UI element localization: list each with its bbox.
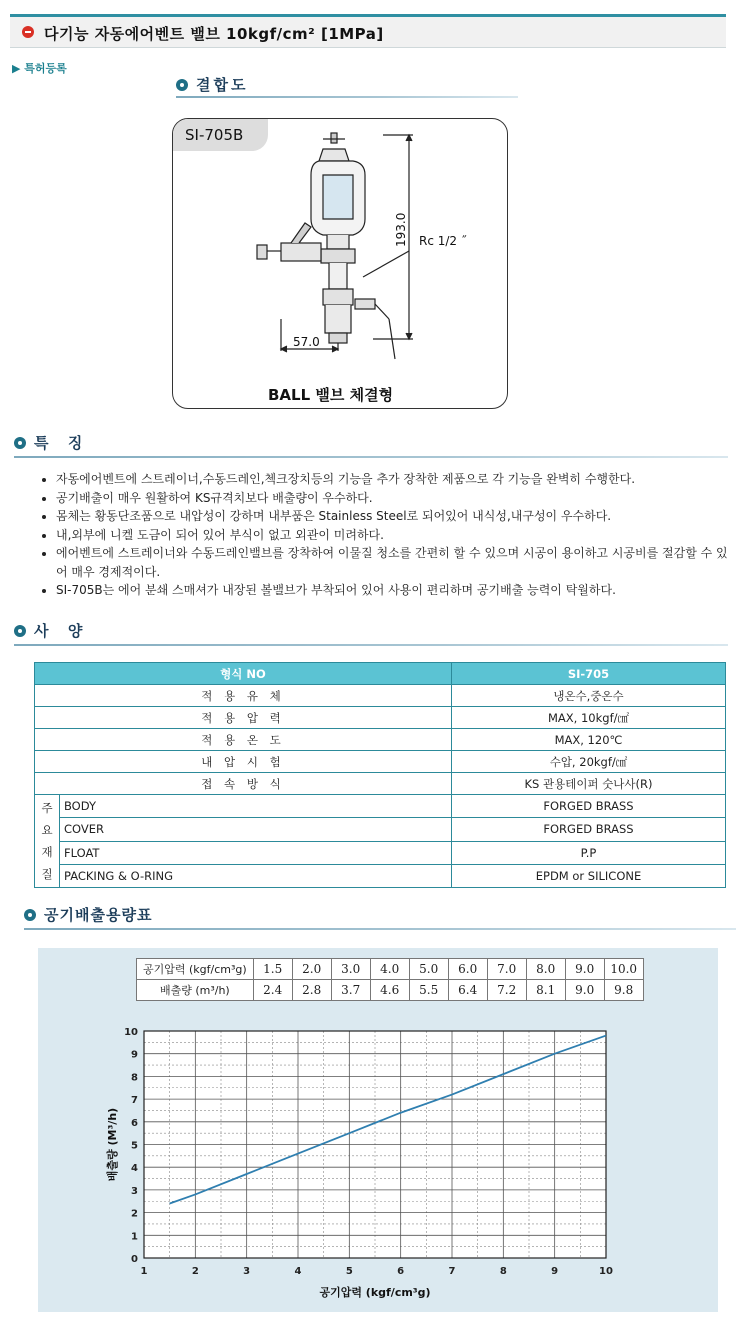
pressure-cell: 3.0 [331, 959, 370, 980]
section-assembly-heading [176, 74, 248, 95]
section-spec-heading [14, 620, 85, 641]
y-axis-label: 배출량 (M³/h) [106, 1107, 119, 1182]
row-label: 내 압 시 험 [35, 751, 452, 773]
material-value: FORGED BRASS [452, 795, 726, 818]
title-bar [10, 14, 726, 48]
table-row [35, 685, 726, 707]
section-underline [176, 96, 518, 98]
y-tick-label: 1 [131, 1231, 138, 1243]
section-underline [14, 644, 728, 646]
pressure-cell: 4.0 [370, 959, 409, 980]
flow-cell: 8.1 [526, 980, 565, 1001]
arrow-circle-icon [22, 26, 34, 38]
page-title: 다기능 자동에어벤트 밸브 10kgf/cm² [1MPa] [44, 25, 384, 43]
y-tick-label: 2 [131, 1208, 138, 1220]
flow-cell: 9.8 [604, 980, 643, 1001]
section-capacity-heading [24, 904, 152, 925]
material-group-label [35, 795, 60, 888]
dim-height-label: 193.0 [394, 212, 408, 247]
capacity-heading-text: 공기배출용량표 [44, 906, 153, 924]
material-group-char: 질 [41, 867, 53, 881]
list-item: • 내,외부에 니켈 도금이 되어 있어 부식이 없고 외관이 미려하다. [56, 526, 736, 545]
row-label: 적 용 유 체 [35, 685, 452, 707]
spec-heading-text: 사 양 [34, 622, 86, 640]
x-axis-label: 공기압력 (kgf/cm³g) [319, 1286, 431, 1299]
list-item: • SI-705B는 에어 분쇄 스매셔가 내장된 볼밸브가 부착되어 있어 사용이 편리하며 공기배출 능력이 탁월하다. [56, 581, 736, 600]
model-tag: SI-705B [173, 119, 268, 151]
flow-cell: 9.0 [565, 980, 604, 1001]
row-label: 적 용 온 도 [35, 729, 452, 751]
features-heading-text: 특 징 [34, 434, 86, 452]
x-tick-label: 9 [551, 1266, 559, 1277]
x-tick-label: 6 [397, 1266, 405, 1277]
thread-label: Rc 1/2 ˝ [419, 234, 467, 248]
section-bullet-icon [14, 625, 26, 637]
pressure-cell: 6.0 [448, 959, 487, 980]
table-row [35, 729, 726, 751]
flow-cell: 7.2 [487, 980, 526, 1001]
pressure-cell: 1.5 [253, 959, 292, 980]
x-tick-label: 5 [345, 1266, 353, 1277]
material-group-char: 재 [41, 845, 53, 859]
pressure-cell: 8.0 [526, 959, 565, 980]
list-item: • 몸체는 황동단조품으로 내압성이 강하며 내부품은 Stainless Steel로 되어있어 내식성,내구성이 우수하다. [56, 507, 736, 526]
flow-cell: 2.8 [292, 980, 331, 1001]
material-part: PACKING & O-RING [60, 864, 452, 887]
list-item: • 자동에어벤트에 스트레이너,수동드레인,첵크장치등의 기능을 추가 장착한 제품으로 각 기능을 완벽히 수행한다. [56, 470, 736, 489]
patent-link[interactable]: ▶ 특허등록 [12, 62, 67, 75]
table-row [35, 841, 726, 864]
x-tick-label: 2 [191, 1266, 199, 1277]
section-bullet-icon [176, 79, 188, 91]
material-value: FORGED BRASS [452, 818, 726, 841]
row-label: 접 속 방 식 [35, 773, 452, 795]
table-row [35, 795, 726, 818]
flow-cell: 2.4 [253, 980, 292, 1001]
pressure-row-label: 공기압력 (kgf/cm³g) [137, 959, 254, 980]
pressure-cell: 9.0 [565, 959, 604, 980]
features-list [40, 470, 736, 600]
material-value: EPDM or SILICONE [452, 864, 726, 887]
spec-table [34, 662, 726, 888]
y-tick-label: 9 [131, 1049, 138, 1061]
flow-cell: 3.7 [331, 980, 370, 1001]
list-item: • 공기배출이 매우 원활하여 KS규격치보다 배출량이 우수하다. [56, 489, 736, 508]
y-tick-label: 8 [131, 1072, 138, 1084]
material-part: COVER [60, 818, 452, 841]
y-tick-label: 6 [131, 1117, 138, 1129]
pressure-cell: 2.0 [292, 959, 331, 980]
y-tick-label: 7 [131, 1095, 138, 1107]
table-header-row [35, 663, 726, 685]
section-underline [24, 928, 736, 930]
flow-cell: 5.5 [409, 980, 448, 1001]
section-underline [14, 456, 728, 458]
table-row [35, 864, 726, 887]
section-bullet-icon [14, 437, 26, 449]
flow-row-label: 배출량 (m³/h) [137, 980, 254, 1001]
flow-cell: 4.6 [370, 980, 409, 1001]
y-tick-label: 4 [131, 1163, 138, 1175]
list-item: • 에어벤트에 스트레이너와 수동드레인밸브를 장착하여 이물질 청소를 간편히 할 수 있으며 시공이 용이하고 시공비를 절감할 수 있어 매우 경제적이다. [56, 544, 736, 581]
y-tick-label: 10 [124, 1027, 138, 1038]
table-row [35, 751, 726, 773]
material-value: P.P [452, 841, 726, 864]
x-tick-label: 7 [448, 1266, 456, 1277]
dim-width-label: 57.0 [293, 335, 320, 349]
capacity-chart [38, 948, 718, 1312]
material-part: BODY [60, 795, 452, 818]
assembly-drawing [172, 118, 508, 409]
x-tick-label: 1 [140, 1266, 148, 1277]
assembly-heading-text: 결합도 [196, 76, 249, 94]
material-group-char: 주 [41, 801, 53, 815]
x-tick-label: 4 [294, 1266, 302, 1277]
flow-cell: 6.4 [448, 980, 487, 1001]
y-tick-label: 0 [131, 1254, 138, 1265]
section-features-heading [14, 432, 85, 453]
row-value: 수압, 20kgf/㎠ [452, 751, 726, 773]
header-label-cell: 형식 NO [35, 663, 452, 685]
capacity-panel [38, 948, 718, 1312]
pressure-cell: 10.0 [604, 959, 643, 980]
table-row [35, 707, 726, 729]
row-value: 냉온수,중온수 [452, 685, 726, 707]
y-tick-label: 3 [131, 1185, 138, 1197]
header-value-cell: SI-705 [452, 663, 726, 685]
x-tick-label: 10 [599, 1266, 613, 1277]
material-group-char: 요 [41, 823, 53, 837]
row-value: MAX, 10kgf/㎠ [452, 707, 726, 729]
x-tick-label: 3 [243, 1266, 251, 1277]
section-bullet-icon [24, 909, 36, 921]
drawing-caption: BALL 밸브 체결형 [268, 386, 394, 404]
row-value: KS 관용테이퍼 숫나사(R) [452, 773, 726, 795]
material-part: FLOAT [60, 841, 452, 864]
pressure-cell: 5.0 [409, 959, 448, 980]
x-tick-label: 8 [499, 1266, 507, 1277]
table-row [35, 773, 726, 795]
y-tick-label: 5 [131, 1140, 138, 1152]
valve-drawing [173, 119, 507, 408]
row-label: 적 용 압 력 [35, 707, 452, 729]
table-row [35, 818, 726, 841]
row-value: MAX, 120℃ [452, 729, 726, 751]
pressure-cell: 7.0 [487, 959, 526, 980]
